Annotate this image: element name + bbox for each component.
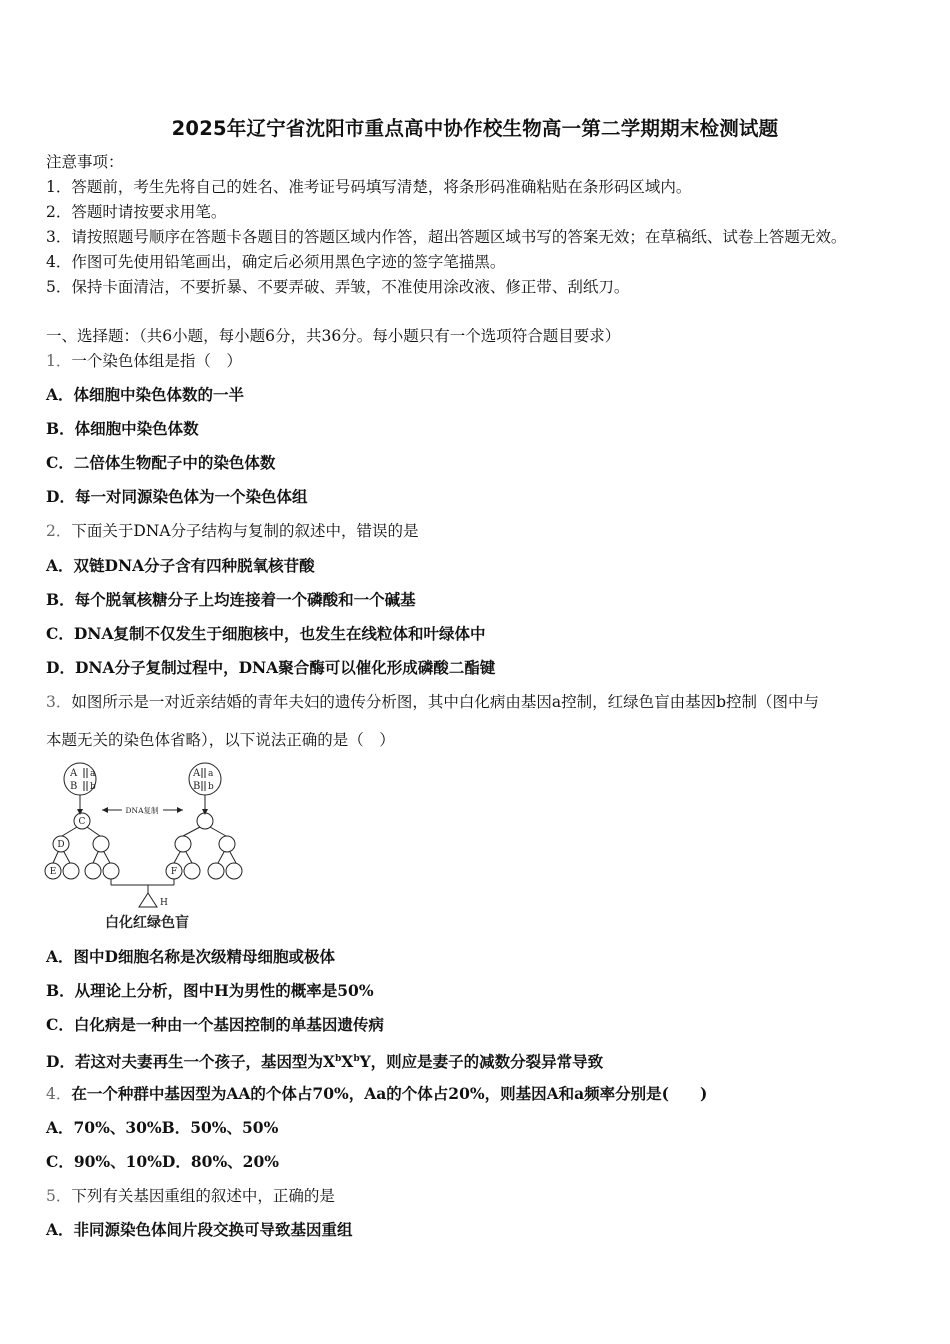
allele-label: A bbox=[70, 768, 78, 779]
question-4-stem bbox=[46, 1084, 707, 1104]
cell-label: H bbox=[160, 898, 168, 908]
q1-option-b[interactable]: B．体细胞中染色体数 bbox=[46, 419, 199, 438]
question-3-stem bbox=[46, 692, 819, 712]
q5-option-a[interactable]: A．非同源染色体间片段交换可导致基因重组 bbox=[46, 1220, 353, 1239]
q1-option-a[interactable]: A．体细胞中染色体数的一半 bbox=[46, 385, 245, 404]
genetic-analysis-diagram bbox=[40, 760, 250, 935]
q2-option-d[interactable]: D．DNA分子复制过程中，DNA聚合酶可以催化形成磷酸二酯键 bbox=[46, 658, 496, 677]
allele-label: b bbox=[90, 782, 96, 792]
allele-label: a bbox=[90, 769, 96, 779]
q4-options-cd[interactable]: C．90%、10%D．80%、20% bbox=[46, 1152, 279, 1171]
cell-label: E bbox=[49, 867, 57, 877]
question-number: 5． bbox=[46, 1187, 72, 1205]
dna-replication-label: DNA复制 bbox=[125, 806, 159, 815]
q3-option-c[interactable]: C．白化病是一种由一个基因控制的单基因遗传病 bbox=[46, 1015, 384, 1034]
q2-option-b[interactable]: B．每个脱氧核糖分子上均连接着一个磷酸和一个碱基 bbox=[46, 590, 416, 609]
option-text: X bbox=[341, 1052, 354, 1072]
offspring-h bbox=[139, 893, 157, 907]
allele-label: A bbox=[193, 768, 201, 779]
q2-option-c[interactable]: C．DNA复制不仅发生于细胞核中，也发生在线粒体和叶绿体中 bbox=[46, 624, 486, 643]
notice-item: 2．答题时请按要求用笔。 bbox=[46, 203, 227, 221]
notice-item: 1．答题前，考生先将自己的姓名、准考证号码填写清楚，将条形码准确粘贴在条形码区域内。 bbox=[46, 178, 692, 196]
question-text: 如图所示是一对近亲结婚的青年夫妇的遗传分析图，其中白化病由基因a控制，红绿色盲由基因b控制（图中与 bbox=[71, 693, 820, 711]
notice-heading: 注意事项： bbox=[46, 153, 124, 171]
notice-item: 5．保持卡面清洁，不要折暴、不要弄破、弄皱，不准使用涂改液、修正带、刮纸刀。 bbox=[46, 278, 630, 296]
q3-option-b[interactable]: B．从理论上分析，图中H为男性的概率是50% bbox=[46, 981, 374, 1000]
question-number: 2． bbox=[46, 522, 72, 540]
question-number: 1． bbox=[46, 352, 72, 370]
q2-option-a[interactable]: A．双链DNA分子含有四种脱氧核苷酸 bbox=[46, 556, 315, 575]
option-text: D．若这对夫妻再生一个孩子，基因型为X bbox=[46, 1052, 335, 1072]
question-text: 一个染色体组是指（ ） bbox=[71, 352, 242, 370]
cell-label: D bbox=[57, 840, 65, 850]
q3-option-a[interactable]: A．图中D细胞名称是次级精母细胞或极体 bbox=[46, 947, 335, 966]
question-text: 下列有关基因重组的叙述中，正确的是 bbox=[71, 1187, 335, 1205]
question-3-stem-cont: 本题无关的染色体省略），以下说法正确的是（ ） bbox=[46, 731, 395, 749]
q1-option-c[interactable]: C．二倍体生物配子中的染色体数 bbox=[46, 453, 276, 472]
question-2-stem bbox=[46, 521, 419, 541]
allele-label: B bbox=[70, 781, 78, 792]
allele-label: B bbox=[193, 781, 201, 792]
question-number: 3． bbox=[46, 693, 72, 711]
question-text: 在一个种群中基因型为AA的个体占70%，Aa的个体占20%，则基因A和a频率分别是( ) bbox=[71, 1084, 708, 1103]
superscript: b bbox=[353, 1054, 360, 1064]
notice-item: 3．请按照题号顺序在答题卡各题目的答题区域内作答，超出答题区域书写的答案无效；在草稿纸、试卷上答题无效。 bbox=[46, 228, 847, 246]
question-1-stem bbox=[46, 351, 242, 371]
superscript: b bbox=[334, 1054, 342, 1064]
page-title: 2025年辽宁省沈阳市重点高中协作校生物高一第二学期期末检测试题 bbox=[171, 117, 779, 140]
question-5-stem bbox=[46, 1186, 335, 1206]
cell-label: C bbox=[78, 817, 86, 827]
section-heading: 一、选择题：（共6小题，每小题6分，共36分。每小题只有一个选项符合题目要求） bbox=[46, 327, 621, 345]
option-text: Y，则应是妻子的减数分裂异常导致 bbox=[359, 1052, 604, 1072]
question-text: 下面关于DNA分子结构与复制的叙述中，错误的是 bbox=[71, 522, 419, 540]
figure-caption: 白化红绿色盲 bbox=[105, 915, 189, 931]
question-number: 4． bbox=[46, 1085, 72, 1103]
cell-label: F bbox=[170, 867, 178, 877]
allele-label: a bbox=[208, 769, 214, 779]
q1-option-d[interactable]: D．每一对同源染色体为一个染色体组 bbox=[46, 487, 308, 506]
allele-label: b bbox=[208, 782, 214, 792]
q4-options-ab[interactable]: A．70%、30%B．50%、50% bbox=[46, 1118, 279, 1137]
q3-option-d[interactable] bbox=[46, 1049, 603, 1072]
notice-item: 4．作图可先使用铅笔画出，确定后必须用黑色字迹的签字笔描黑。 bbox=[46, 253, 506, 271]
